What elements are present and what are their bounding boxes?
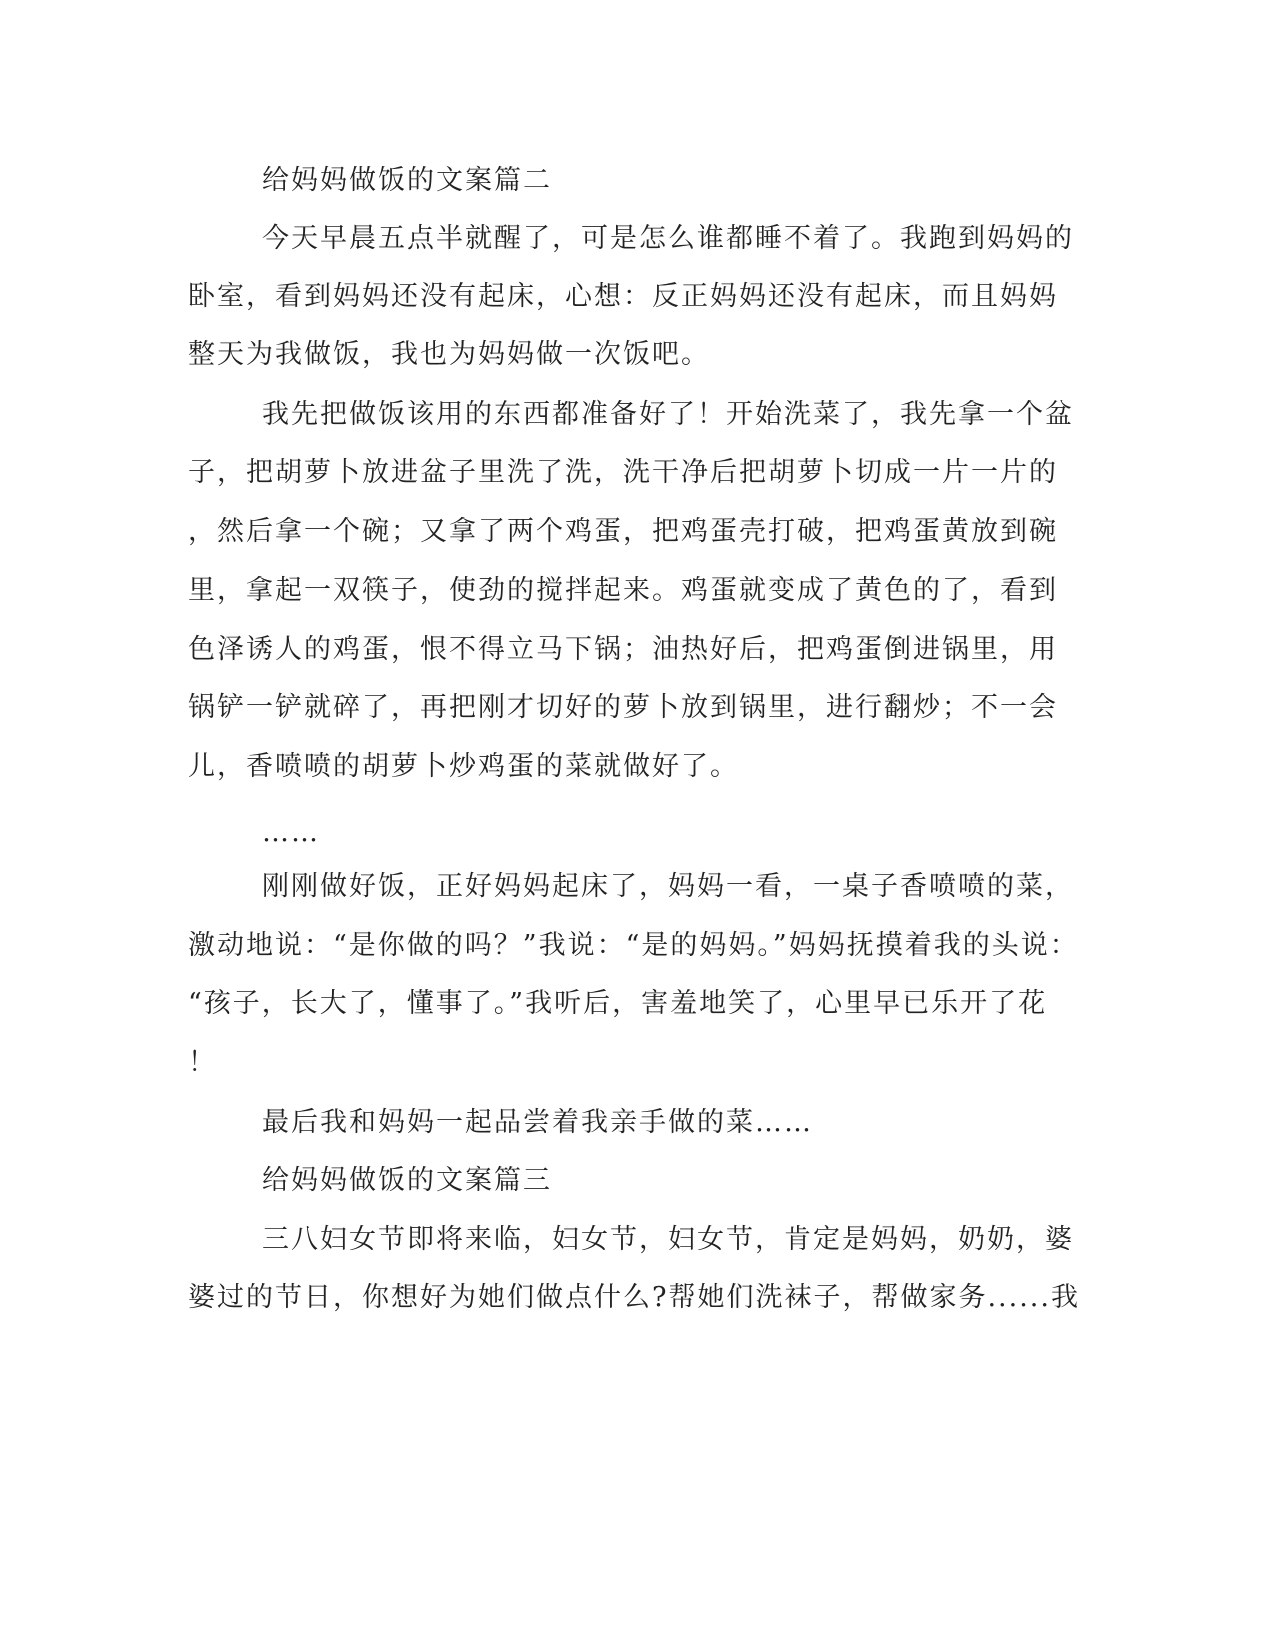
paragraph-3-line-4: ！: [188, 1047, 217, 1078]
paragraph-5-line-2: 婆过的节日，你想好为她们做点什么?帮她们洗袜子，帮做家务......我: [188, 1282, 1080, 1313]
ellipsis-line: ……: [262, 817, 320, 848]
section-heading-3: 给妈妈做饭的文案篇三: [262, 1165, 552, 1196]
paragraph-5-line-1: 三八妇女节即将来临，妇女节，妇女节，肯定是妈妈，奶奶，婆: [262, 1224, 1074, 1255]
paragraph-2-line-7: 儿，香喷喷的胡萝卜炒鸡蛋的菜就做好了。: [188, 751, 739, 782]
paragraph-1-line-3: 整天为我做饭，我也为妈妈做一次饭吧。: [188, 339, 710, 370]
paragraph-3-line-2: 激动地说：“是你做的吗？”我说：“是的妈妈。”妈妈抚摸着我的头说：: [188, 930, 1079, 961]
paragraph-2-line-2: 子，把胡萝卜放进盆子里洗了洗，洗干净后把胡萝卜切成一片一片的: [188, 457, 1058, 488]
paragraph-2-line-3: ，然后拿一个碗；又拿了两个鸡蛋，把鸡蛋壳打破，把鸡蛋黄放到碗: [188, 516, 1058, 547]
paragraph-2-line-4: 里，拿起一双筷子，使劲的搅拌起来。鸡蛋就变成了黄色的了，看到: [188, 575, 1058, 606]
paragraph-3-line-3: “孩子，长大了，懂事了。”我听后，害羞地笑了，心里早已乐开了花: [188, 988, 1048, 1019]
paragraph-1-line-1: 今天早晨五点半就醒了，可是怎么谁都睡不着了。我跑到妈妈的: [262, 223, 1074, 254]
paragraph-2-line-5: 色泽诱人的鸡蛋，恨不得立马下锅；油热好后，把鸡蛋倒进锅里，用: [188, 634, 1058, 665]
section-heading-2: 给妈妈做饭的文案篇二: [262, 165, 552, 196]
paragraph-4: 最后我和妈妈一起品尝着我亲手做的菜……: [262, 1107, 813, 1138]
paragraph-1-line-2: 卧室，看到妈妈还没有起床，心想：反正妈妈还没有起床，而且妈妈: [188, 281, 1058, 312]
paragraph-2-line-6: 锅铲一铲就碎了，再把刚才切好的萝卜放到锅里，进行翻炒；不一会: [188, 692, 1058, 723]
paragraph-3-line-1: 刚刚做好饭，正好妈妈起床了，妈妈一看，一桌子香喷喷的菜，: [262, 871, 1074, 902]
paragraph-2-line-1: 我先把做饭该用的东西都准备好了！开始洗菜了，我先拿一个盆: [262, 399, 1074, 430]
